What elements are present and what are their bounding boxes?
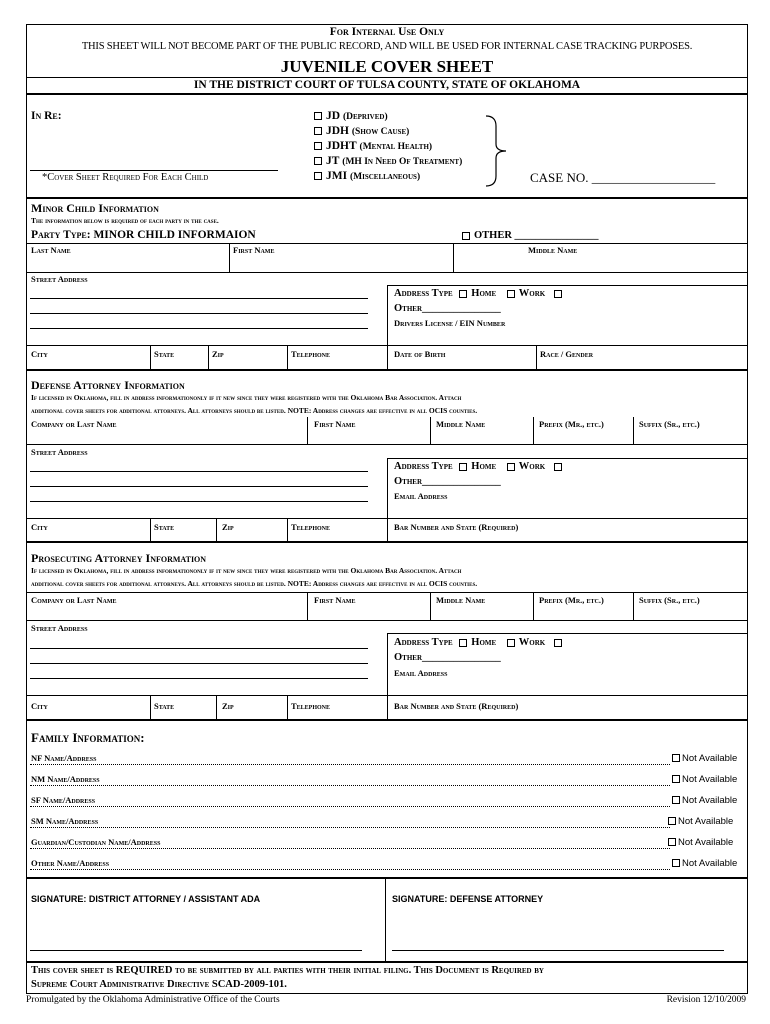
not-available-checkbox[interactable] <box>668 817 676 825</box>
divider <box>387 518 388 542</box>
case-type-jdh[interactable] <box>314 125 462 140</box>
jdht-desc: (Mental Health) <box>359 142 433 152</box>
family-row-label: SM Name/Address <box>31 816 99 826</box>
prefix-label: Prefix (Mr., etc.) <box>539 419 604 429</box>
not-available-label: Not Available <box>682 774 738 785</box>
not-available-checkbox[interactable] <box>668 838 676 846</box>
city-label: City <box>31 349 48 359</box>
email-address-label: Email Address <box>394 668 448 678</box>
divider <box>387 633 748 634</box>
street-line[interactable] <box>30 298 368 299</box>
divider <box>453 243 454 272</box>
prosecuting-note-1: If licensed in Oklahoma, fill in address informationonly if it new since they were registered with the Oklahoma Bar Association. Attach <box>31 566 462 575</box>
defense-note-1: If licensed in Oklahoma, fill in address informationonly if it new since they were registered with the Oklahoma Bar Association. Attach <box>31 393 462 402</box>
work-label: Work <box>518 461 546 472</box>
not-available-option[interactable] <box>672 774 737 785</box>
divider <box>430 417 431 444</box>
address-type-label: Address Type <box>394 637 453 648</box>
not-available-option[interactable] <box>672 858 737 869</box>
divider <box>287 345 288 370</box>
divider <box>26 592 748 593</box>
family-row-line[interactable] <box>30 869 670 870</box>
defense-signature-label: SIGNATURE: DEFENSE ATTORNEY <box>392 894 544 904</box>
internal-use-label: For Internal Use Only <box>329 26 445 38</box>
work-label: Work <box>518 637 546 648</box>
family-row-line[interactable] <box>30 827 670 828</box>
defense-signature-line[interactable] <box>392 950 724 951</box>
street-line[interactable] <box>30 486 368 487</box>
suffix-label: Suffix (Sr., etc.) <box>639 419 700 429</box>
divider <box>150 345 151 370</box>
street-line[interactable] <box>30 313 368 314</box>
divider <box>287 695 288 720</box>
case-type-jd[interactable] <box>314 110 462 125</box>
family-row-line[interactable] <box>30 785 670 786</box>
family-row-label: Guardian/Custodian Name/Address <box>31 837 161 847</box>
home-label: Home <box>471 288 497 299</box>
jdh-code: JDH <box>326 125 349 137</box>
party-type-other[interactable] <box>462 230 599 241</box>
work-checkbox[interactable] <box>507 639 515 647</box>
home-label: Home <box>471 637 497 648</box>
header-divider <box>26 77 748 78</box>
jt-code: JT <box>326 155 340 167</box>
divider <box>229 243 230 272</box>
divider <box>208 345 209 370</box>
family-row-label: NF Name/Address <box>31 753 97 763</box>
state-label: State <box>154 349 175 359</box>
not-available-option[interactable] <box>672 795 737 806</box>
work-checkbox[interactable] <box>507 290 515 298</box>
family-row-line[interactable] <box>30 848 670 849</box>
family-row-line[interactable] <box>30 764 670 765</box>
in-re-line <box>30 170 278 171</box>
not-available-option[interactable] <box>668 837 733 848</box>
street-line[interactable] <box>30 328 368 329</box>
not-available-label: Not Available <box>682 795 738 806</box>
email-address-label: Email Address <box>394 491 448 501</box>
street-line[interactable] <box>30 501 368 502</box>
zip-label: Zip <box>222 701 234 711</box>
divider <box>287 518 288 542</box>
not-available-checkbox[interactable] <box>672 796 680 804</box>
address-type-row <box>394 637 566 648</box>
defense-attorney-heading: Defense Attorney Information <box>31 378 185 392</box>
address-type-label: Address Type <box>394 461 453 472</box>
case-type-jmi[interactable] <box>314 170 462 185</box>
other-label: OTHER ________________ <box>474 230 599 241</box>
requirement-note-2: Supreme Court Administrative Directive SCAD-2009-101. <box>31 979 287 990</box>
divider <box>26 444 748 445</box>
street-line[interactable] <box>30 678 368 679</box>
minor-child-heading: Minor Child Information <box>31 201 159 215</box>
street-address-label: Street Address <box>31 447 88 457</box>
divider <box>533 417 534 444</box>
jmi-desc: (Miscellaneous) <box>349 172 421 182</box>
case-type-jdht[interactable] <box>314 140 462 155</box>
divider <box>533 592 534 620</box>
defense-note-2: additional cover sheets for additional attorneys. All attorneys should be listed. NOTE: Address changes are effective in all OCIS counties. <box>31 406 478 415</box>
address-type-row <box>394 461 566 472</box>
city-label: City <box>31 701 48 711</box>
not-available-option[interactable] <box>668 816 733 827</box>
other-address-label[interactable]: Other_______________ <box>394 303 501 314</box>
first-name-label: First Name <box>314 595 356 605</box>
family-heading: Family Information: <box>31 730 145 745</box>
jdh-desc: (Show Cause) <box>351 127 410 137</box>
state-label: State <box>154 522 175 532</box>
not-available-label: Not Available <box>678 816 734 827</box>
da-signature-line[interactable] <box>30 950 362 951</box>
prosecuting-note-2: additional cover sheets for additional attorneys. All attorneys should be listed. NOTE: Address changes are effective in all OCIS counties. <box>31 579 478 588</box>
divider <box>307 592 308 620</box>
divider <box>387 633 388 695</box>
not-available-checkbox[interactable] <box>672 859 680 867</box>
work-label: Work <box>518 288 546 299</box>
middle-name-label: Middle Name <box>436 419 486 429</box>
state-label: State <box>154 701 175 711</box>
divider <box>150 695 151 720</box>
divider <box>26 272 748 273</box>
in-re-label: In Re: <box>31 110 62 122</box>
revision-date: Revision 12/10/2009 <box>666 995 746 1005</box>
divider <box>387 345 388 370</box>
minor-child-subheading: The information below is required of each party in the case. <box>31 216 219 225</box>
prefix-label: Prefix (Mr., etc.) <box>539 595 604 605</box>
address-type-row <box>394 288 566 299</box>
home-checkbox[interactable] <box>459 290 467 298</box>
not-available-label: Not Available <box>678 837 734 848</box>
street-line[interactable] <box>30 663 368 664</box>
family-row-line[interactable] <box>30 806 670 807</box>
zip-label: Zip <box>222 522 234 532</box>
telephone-label: Telephone <box>291 522 331 532</box>
not-available-label: Not Available <box>682 753 738 764</box>
telephone-label: Telephone <box>291 701 331 711</box>
divider <box>387 695 388 720</box>
not-available-checkbox[interactable] <box>672 775 680 783</box>
requirement-note-1: This cover sheet is REQUIRED to be submitted by all parties with their initial filing. This Document is Required by <box>31 965 544 976</box>
page-title: JUVENILE COVER SHEET <box>280 57 494 76</box>
da-signature-label: SIGNATURE: DISTRICT ATTORNEY / ASSISTANT ADA <box>31 894 261 904</box>
city-label: City <box>31 522 48 532</box>
street-address-label: Street Address <box>31 623 88 633</box>
not-available-label: Not Available <box>682 858 738 869</box>
family-row-label: Other Name/Address <box>31 858 110 868</box>
jt-desc: (MH In Need Of Treatment) <box>342 157 463 167</box>
home-label: Home <box>471 461 497 472</box>
drivers-license-label: Drivers License / EIN Number <box>394 318 506 328</box>
middle-name-label: Middle Name <box>436 595 486 605</box>
home-checkbox[interactable] <box>459 463 467 471</box>
cover-sheet-required-note: *Cover Sheet Required For Each Child <box>42 172 209 183</box>
public-record-notice: THIS SHEET WILL NOT BECOME PART OF THE PUBLIC RECORD, AND WILL BE USED FOR INTERNAL CASE TRACKING PURPOSES. <box>81 41 693 52</box>
street-line[interactable] <box>30 471 368 472</box>
divider <box>150 518 151 542</box>
case-number-field[interactable]: CASE NO. ___________________ <box>530 170 716 185</box>
divider <box>536 345 537 370</box>
telephone-label: Telephone <box>291 349 331 359</box>
other-address-label[interactable]: Other_______________ <box>394 652 501 663</box>
not-available-option[interactable] <box>672 753 737 764</box>
home-checkbox[interactable] <box>459 639 467 647</box>
divider <box>216 695 217 720</box>
not-available-checkbox[interactable] <box>672 754 680 762</box>
prosecuting-attorney-heading: Prosecuting Attorney Information <box>31 551 207 565</box>
suffix-label: Suffix (Sr., etc.) <box>639 595 700 605</box>
company-label: Company or Last Name <box>31 419 117 429</box>
jmi-code: JMI <box>326 170 348 182</box>
bar-number-label: Bar Number and State (Required) <box>394 701 519 711</box>
address-type-label: Address Type <box>394 288 453 299</box>
work-checkbox[interactable] <box>507 463 515 471</box>
dob-label: Date of Birth <box>394 349 446 359</box>
divider <box>633 417 634 444</box>
divider <box>307 417 308 444</box>
divider <box>430 592 431 620</box>
zip-label: Zip <box>212 349 224 359</box>
divider <box>26 620 748 621</box>
divider <box>385 878 386 962</box>
company-label: Company or Last Name <box>31 595 117 605</box>
case-type-list <box>314 110 462 185</box>
divider <box>387 458 748 459</box>
court-label: IN THE DISTRICT COURT OF TULSA COUNTY, STATE OF OKLAHOMA <box>193 79 581 91</box>
jd-code: JD <box>326 110 341 122</box>
family-row-label: SF Name/Address <box>31 795 96 805</box>
other-address-label[interactable]: Other_______________ <box>394 476 501 487</box>
divider <box>387 458 388 518</box>
divider <box>387 285 748 286</box>
divider <box>633 592 634 620</box>
jmi-checkbox[interactable] <box>314 172 322 180</box>
first-name-label: First Name <box>233 245 275 255</box>
first-name-label: First Name <box>314 419 356 429</box>
jt-checkbox[interactable] <box>314 157 322 165</box>
divider <box>216 518 217 542</box>
party-type-label: Party Type: MINOR CHILD INFORMAION <box>31 229 256 241</box>
other-checkbox[interactable] <box>554 463 562 471</box>
race-gender-label: Race / Gender <box>540 349 594 359</box>
other-checkbox[interactable] <box>554 290 562 298</box>
bar-number-label: Bar Number and State (Required) <box>394 522 519 532</box>
case-type-jt[interactable] <box>314 155 462 170</box>
promulgated-note: Promulgated by the Oklahoma Administrative Office of the Courts <box>26 995 280 1005</box>
jd-checkbox[interactable] <box>314 112 322 120</box>
jdht-code: JDHT <box>326 140 357 152</box>
street-address-label: Street Address <box>31 274 88 284</box>
middle-name-label: Middle Name <box>528 245 578 255</box>
jdh-checkbox[interactable] <box>314 127 322 135</box>
street-line[interactable] <box>30 648 368 649</box>
jdht-checkbox[interactable] <box>314 142 322 150</box>
divider <box>26 243 748 244</box>
last-name-label: Last Name <box>31 245 71 255</box>
other-checkbox[interactable] <box>462 232 470 240</box>
jd-desc: (Deprived) <box>342 112 388 122</box>
divider <box>387 285 388 345</box>
other-checkbox[interactable] <box>554 639 562 647</box>
brace-icon <box>484 114 514 188</box>
family-row-label: NM Name/Address <box>31 774 100 784</box>
